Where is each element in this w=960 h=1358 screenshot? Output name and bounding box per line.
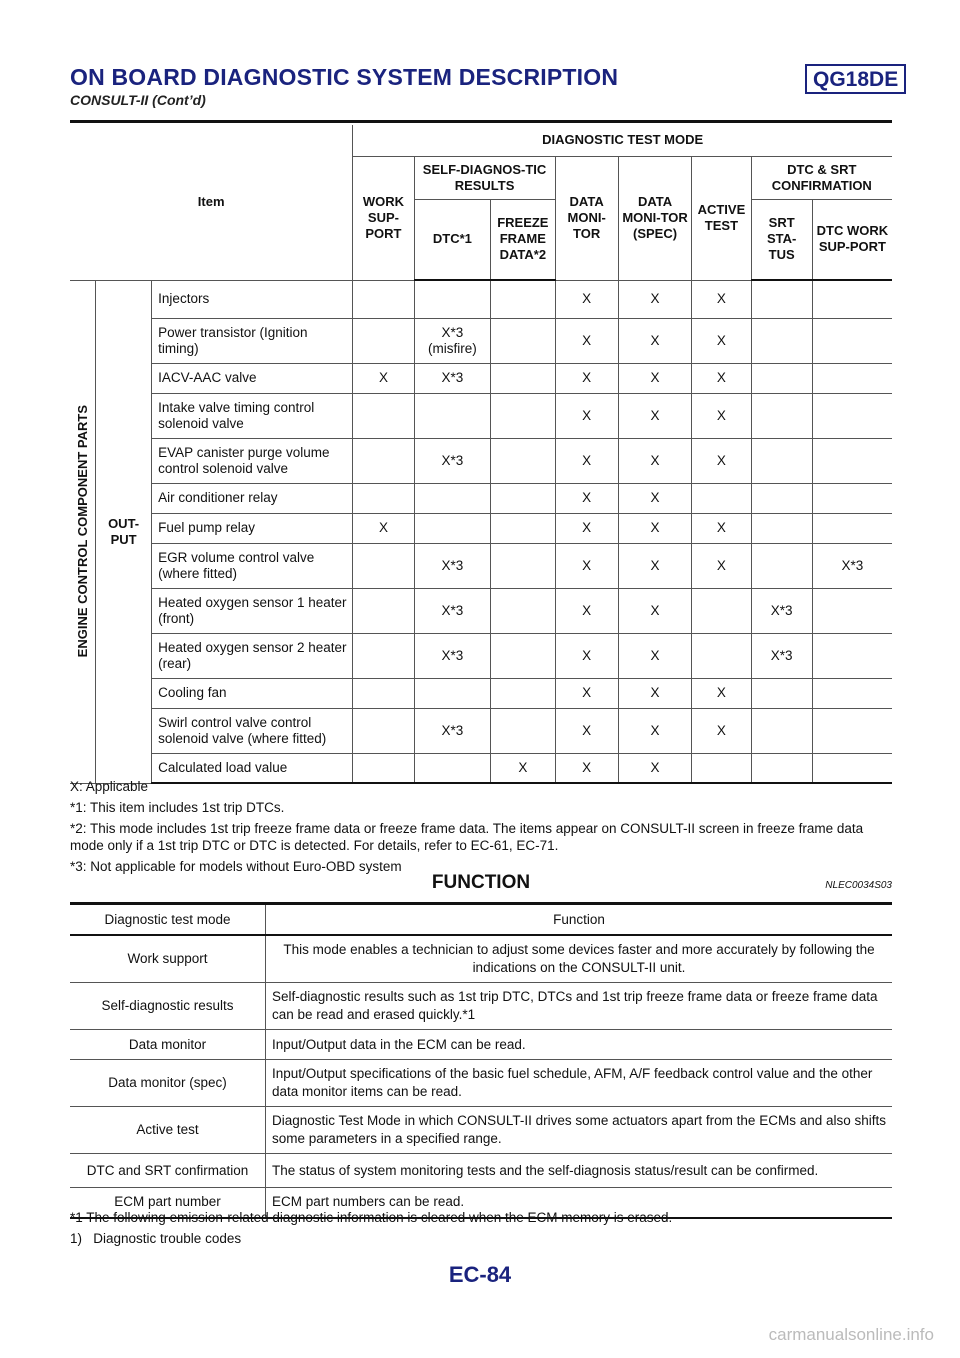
dtcw-cell — [812, 678, 892, 708]
dm-cell: X — [555, 483, 618, 513]
diagnostic-test-mode-table — [70, 125, 892, 784]
freeze-cell — [491, 438, 555, 483]
work-cell — [353, 318, 414, 363]
function-mode-cell: Data monitor (spec) — [70, 1060, 266, 1107]
dtcw-cell — [812, 438, 892, 483]
dtcw-cell — [812, 280, 892, 318]
function-row — [70, 1060, 892, 1107]
at-cell: X — [692, 363, 751, 393]
function-description-cell: The status of system monitoring tests and the self-diagnosis status/result can be confirmed. — [266, 1154, 893, 1188]
dm-cell: X — [555, 318, 618, 363]
freeze-cell — [491, 513, 555, 543]
srt-cell — [751, 318, 812, 363]
page-subtitle: CONSULT-II (Cont’d) — [70, 92, 206, 108]
at-cell: X — [692, 318, 751, 363]
subgroup-label: OUT-PUT — [96, 280, 152, 783]
function-mode-cell: DTC and SRT confirmation — [70, 1154, 266, 1188]
dtc-cell: X*3 — [414, 633, 491, 678]
item-cell: EVAP canister purge volume control solenoid valve — [152, 438, 353, 483]
srt-cell — [751, 393, 812, 438]
item-cell: Intake valve timing control solenoid valve — [152, 393, 353, 438]
function-description-cell: Self-diagnostic results such as 1st trip DTC, DTCs and 1st trip freeze frame data or freeze frame data can be read and erased quickly.*1 — [266, 983, 893, 1030]
table-row — [70, 483, 892, 513]
dms-cell: X — [618, 280, 692, 318]
function-row — [70, 983, 892, 1030]
srt-cell — [751, 513, 812, 543]
function-mode-cell: ECM part number — [70, 1188, 266, 1218]
work-cell — [353, 678, 414, 708]
function-description-cell: Diagnostic Test Mode in which CONSULT-II drives some actuators apart from the ECMs and also shifts some parameters in a specified range. — [266, 1107, 893, 1154]
srt-cell — [751, 708, 812, 753]
dtcw-cell — [812, 633, 892, 678]
table-row — [70, 543, 892, 588]
at-cell: X — [692, 513, 751, 543]
page-title: ON BOARD DIAGNOSTIC SYSTEM DESCRIPTION — [70, 64, 619, 90]
dms-cell: X — [618, 633, 692, 678]
self-diagnostic-results-header: SELF-DIAGNOS-TIC RESULTS — [414, 156, 555, 199]
dm-cell: X — [555, 678, 618, 708]
dtc-header: DTC*1 — [414, 199, 491, 280]
srt-cell: X*3 — [751, 588, 812, 633]
dm-cell: X — [555, 588, 618, 633]
dtc-cell: X*3 — [414, 543, 491, 588]
at-cell: X — [692, 438, 751, 483]
srt-cell — [751, 543, 812, 588]
group-label: ENGINE CONTROL COMPONENT PARTS — [74, 405, 90, 658]
work-cell — [353, 543, 414, 588]
table-row — [70, 438, 892, 483]
at-cell — [692, 633, 751, 678]
dm-cell: X — [555, 513, 618, 543]
dtc-cell: X*3 — [414, 438, 491, 483]
dtc-cell: X*3 — [414, 363, 491, 393]
dms-cell: X — [618, 708, 692, 753]
work-cell — [353, 633, 414, 678]
srt-cell — [751, 280, 812, 318]
footnote: 1) Diagnostic trouble codes — [70, 1231, 242, 1246]
dm-cell: X — [555, 633, 618, 678]
work-cell — [353, 483, 414, 513]
freeze-cell — [491, 363, 555, 393]
engine-code-badge: QG18DE — [805, 64, 906, 94]
item-cell: Cooling fan — [152, 678, 353, 708]
dms-cell: X — [618, 438, 692, 483]
dtc-cell — [414, 678, 491, 708]
function-section-title: FUNCTION — [431, 872, 531, 893]
dms-cell: X — [618, 513, 692, 543]
table-row — [70, 318, 892, 363]
dm-cell: X — [555, 393, 618, 438]
work-cell: X — [353, 513, 414, 543]
work-cell — [353, 588, 414, 633]
item-header: Item — [70, 125, 353, 280]
at-cell: X — [692, 678, 751, 708]
table-row — [70, 280, 892, 318]
freeze-cell — [491, 708, 555, 753]
dtc-work-support-header: DTC WORK SUP-PORT — [812, 199, 892, 280]
table-row — [70, 393, 892, 438]
work-support-header: WORK SUP-PORT — [353, 156, 414, 280]
note: *1: This item includes 1st trip DTCs. — [70, 800, 285, 815]
item-cell: Heated oxygen sensor 2 heater (rear) — [152, 633, 353, 678]
dm-cell: X — [555, 708, 618, 753]
table-row — [70, 513, 892, 543]
dtc-cell: X*3 — [414, 588, 491, 633]
dms-cell: X — [618, 678, 692, 708]
item-cell: Power transistor (Ignition timing) — [152, 318, 353, 363]
dms-cell: X — [618, 588, 692, 633]
dtcw-cell — [812, 363, 892, 393]
at-cell: X — [692, 393, 751, 438]
dtc-cell: X*3 (misfire) — [414, 318, 491, 363]
table-notes — [70, 778, 892, 879]
item-cell: Swirl control valve control solenoid valve (where fitted) — [152, 708, 353, 753]
work-cell — [353, 438, 414, 483]
freeze-cell — [491, 318, 555, 363]
dm-cell: X — [555, 280, 618, 318]
footnotes — [70, 1209, 672, 1251]
freeze-cell: X — [491, 753, 555, 783]
dtcw-cell — [812, 588, 892, 633]
freeze-cell — [491, 483, 555, 513]
srt-status-header: SRT STA-TUS — [751, 199, 812, 280]
work-cell — [353, 393, 414, 438]
dtc-cell — [414, 280, 491, 318]
page-number: EC-84 — [448, 1262, 512, 1287]
freeze-cell — [491, 633, 555, 678]
function-col-function-header: Function — [266, 905, 893, 935]
data-monitor-header: DATA MONI-TOR — [555, 156, 618, 280]
dms-cell: X — [618, 543, 692, 588]
at-cell — [692, 483, 751, 513]
data-monitor-spec-header: DATA MONI-TOR (SPEC) — [618, 156, 692, 280]
item-cell: Injectors — [152, 280, 353, 318]
note: *2: This mode includes 1st trip freeze frame data or freeze frame data. The items appear on CONSULT-II screen in freeze frame data mode only if a 1st trip DTC or DTC is detected. For details, refer to EC-61, EC-71. — [70, 821, 864, 853]
item-cell: IACV-AAC valve — [152, 363, 353, 393]
freeze-cell — [491, 543, 555, 588]
function-row — [70, 935, 892, 983]
dms-cell: X — [618, 393, 692, 438]
dm-cell: X — [555, 438, 618, 483]
group-label-cell — [70, 280, 96, 783]
work-cell — [353, 708, 414, 753]
srt-cell — [751, 483, 812, 513]
function-description-cell: This mode enables a technician to adjust some devices faster and more accurately by following the indications on the CONSULT-II unit. — [266, 935, 893, 983]
at-cell: X — [692, 708, 751, 753]
dms-cell: X — [618, 753, 692, 783]
dtcw-cell — [812, 483, 892, 513]
dms-cell: X — [618, 363, 692, 393]
function-description-cell: ECM part numbers can be read. — [266, 1188, 893, 1218]
srt-cell — [751, 678, 812, 708]
header-rule — [70, 120, 892, 123]
freeze-cell — [491, 393, 555, 438]
watermark: carmanualsonline.info — [768, 1325, 934, 1344]
function-mode-cell: Data monitor — [70, 1030, 266, 1060]
table-row — [70, 363, 892, 393]
freeze-cell — [491, 588, 555, 633]
item-cell: EGR volume control valve (where fitted) — [152, 543, 353, 588]
dtcw-cell: X*3 — [812, 543, 892, 588]
at-cell: X — [692, 280, 751, 318]
item-cell: Air conditioner relay — [152, 483, 353, 513]
function-row — [70, 1107, 892, 1154]
function-mode-cell: Self-diagnostic results — [70, 983, 266, 1030]
table-row — [70, 678, 892, 708]
table-row — [70, 633, 892, 678]
freeze-cell — [491, 280, 555, 318]
note: X: Applicable — [70, 779, 149, 794]
active-test-header: ACTIVE TEST — [692, 156, 751, 280]
dm-cell: X — [555, 753, 618, 783]
srt-cell — [751, 363, 812, 393]
dm-cell: X — [555, 363, 618, 393]
dtcw-cell — [812, 318, 892, 363]
function-col-mode-header: Diagnostic test mode — [70, 905, 266, 935]
dtc-cell — [414, 513, 491, 543]
dtc-cell — [414, 483, 491, 513]
function-description-cell: Input/Output specifications of the basic fuel schedule, AFM, A/F feedback control value and the other data monitor items can be read. — [266, 1060, 893, 1107]
srt-cell: X*3 — [751, 633, 812, 678]
dtcw-cell — [812, 513, 892, 543]
freeze-frame-header: FREEZE FRAME DATA*2 — [491, 199, 555, 280]
at-cell — [692, 588, 751, 633]
item-cell: Fuel pump relay — [152, 513, 353, 543]
dtcw-cell — [812, 708, 892, 753]
function-row — [70, 1030, 892, 1060]
table-row — [70, 708, 892, 753]
function-row — [70, 1154, 892, 1188]
dms-cell: X — [618, 318, 692, 363]
srt-cell — [751, 438, 812, 483]
item-cell: Heated oxygen sensor 1 heater (front) — [152, 588, 353, 633]
function-description-cell: Input/Output data in the ECM can be read. — [266, 1030, 893, 1060]
work-cell — [353, 280, 414, 318]
dtc-cell: X*3 — [414, 708, 491, 753]
table-row — [70, 588, 892, 633]
dtc-cell — [414, 393, 491, 438]
freeze-cell — [491, 678, 555, 708]
item-cell: Calculated load value — [152, 753, 353, 783]
work-cell: X — [353, 363, 414, 393]
dm-cell: X — [555, 543, 618, 588]
function-table — [70, 905, 892, 1219]
function-mode-cell: Active test — [70, 1107, 266, 1154]
function-section-code: NLEC0034S03 — [825, 880, 892, 891]
dtcw-cell — [812, 393, 892, 438]
note: *3: Not applicable for models without Euro-OBD system — [70, 859, 402, 874]
function-mode-cell: Work support — [70, 935, 266, 983]
footnote: *1 The following emission-related diagnostic information is cleared when the ECM memory is erased. — [70, 1210, 673, 1225]
dms-cell: X — [618, 483, 692, 513]
diagnostic-test-mode-header: DIAGNOSTIC TEST MODE — [353, 125, 892, 156]
dtc-srt-confirmation-header: DTC & SRT CONFIRMATION — [751, 156, 892, 199]
at-cell: X — [692, 543, 751, 588]
